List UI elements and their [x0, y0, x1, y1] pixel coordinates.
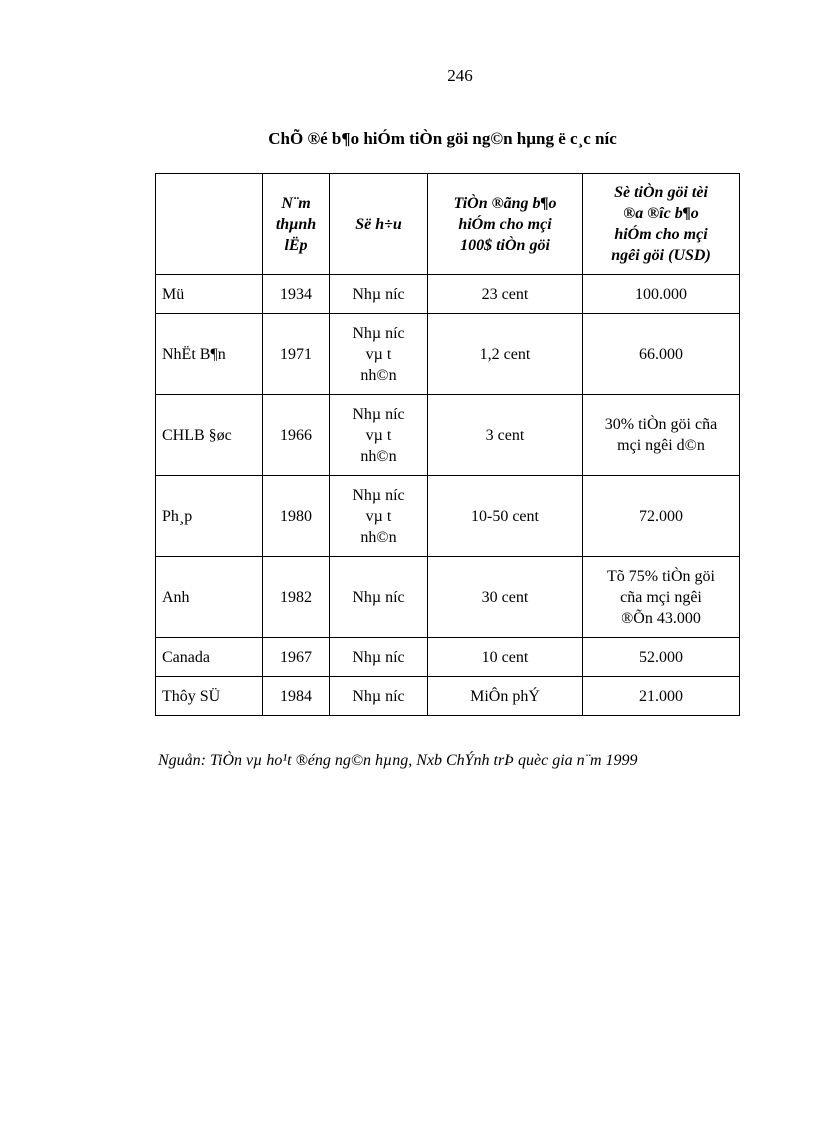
cell-line: 30% tiÒn göi cña [604, 416, 718, 433]
cell-line: vµ t [365, 345, 392, 363]
cell-max-insured [583, 557, 740, 638]
cell-fee: 23 cent [428, 275, 583, 314]
cell-country: Mü [156, 275, 263, 314]
cell-line: hiÓm cho mçi [614, 226, 708, 243]
cell-line: nh©n [360, 447, 397, 465]
cell-country: Anh [156, 557, 263, 638]
cell-line: nh©n [360, 366, 397, 384]
cell-ownership [330, 557, 428, 638]
table-row [156, 395, 740, 476]
cell-max-insured [583, 314, 740, 395]
cell-line: 66.000 [639, 345, 683, 363]
header-max-insured-deposit [583, 174, 740, 275]
table-header-row [156, 174, 740, 275]
cell-ownership [330, 275, 428, 314]
cell-ownership [330, 476, 428, 557]
header-country [156, 174, 263, 275]
deposit-insurance-table [155, 173, 740, 716]
header-premium-per-100 [428, 174, 583, 275]
cell-line: 100$ tiÒn göi [460, 236, 550, 254]
cell-fee: 1,2 cent [428, 314, 583, 395]
cell-line: Sè tiÒn göi tèi [614, 184, 708, 201]
header-ownership [330, 174, 428, 275]
cell-line: Nhµ níc [352, 405, 405, 423]
table-row [156, 275, 740, 314]
source-note: Nguån: TiÒn vµ ho¹t ®éng ng©n hµng, Nxb ChÝnh trÞ quèc gia n¨m 1999 [158, 752, 638, 769]
cell-line: Nhµ níc [352, 324, 405, 342]
cell-fee: 10 cent [428, 638, 583, 677]
cell-line: vµ t [365, 426, 392, 444]
cell-year: 1966 [263, 395, 330, 476]
cell-max-insured [583, 638, 740, 677]
cell-line: Nhµ níc [352, 588, 405, 606]
cell-country: Canada [156, 638, 263, 677]
cell-country: CHLB §øc [156, 395, 263, 476]
cell-max-insured [583, 476, 740, 557]
cell-line: 100.000 [635, 285, 687, 303]
cell-line: lËp [284, 236, 308, 254]
cell-year: 1984 [263, 677, 330, 716]
table-title: ChÕ ®é b¶o hiÓm tiÒn göi ng©n hµng ë c¸c níc [268, 129, 617, 148]
cell-year: 1971 [263, 314, 330, 395]
cell-year: 1967 [263, 638, 330, 677]
cell-line: cña mçi ngêi [620, 588, 702, 606]
cell-year: 1982 [263, 557, 330, 638]
cell-ownership [330, 677, 428, 716]
cell-ownership [330, 395, 428, 476]
table-row [156, 476, 740, 557]
cell-line: ngêi göi (USD) [611, 247, 711, 264]
table-row [156, 314, 740, 395]
cell-line: 21.000 [639, 687, 683, 705]
cell-line: Nhµ níc [352, 687, 405, 705]
page-number: 246 [447, 66, 473, 85]
cell-line: Nhµ níc [352, 486, 405, 504]
header-year-founded [263, 174, 330, 275]
cell-country: Thôy SÜ [156, 677, 263, 716]
cell-line: thµnh [275, 215, 317, 233]
cell-line: ®a ®îc b¶o [623, 205, 699, 222]
table-row [156, 638, 740, 677]
cell-line: ®Õn 43.000 [621, 609, 701, 627]
cell-fee: 10-50 cent [428, 476, 583, 557]
cell-line: hiÓm cho mçi [458, 215, 552, 233]
cell-line: nh©n [360, 528, 397, 546]
cell-line: TiÒn ®ãng b¶o [453, 194, 557, 212]
cell-max-insured [583, 275, 740, 314]
table-row [156, 557, 740, 638]
cell-line: 52.000 [639, 648, 683, 666]
cell-max-insured [583, 395, 740, 476]
cell-ownership [330, 314, 428, 395]
cell-line: vµ t [365, 507, 392, 525]
cell-line: N¨m [281, 194, 311, 212]
cell-line: Nhµ níc [352, 648, 405, 666]
cell-fee: 30 cent [428, 557, 583, 638]
cell-year: 1980 [263, 476, 330, 557]
cell-ownership [330, 638, 428, 677]
cell-line: Së h÷u [355, 215, 402, 233]
table-row [156, 677, 740, 716]
cell-line: mçi ngêi d©n [617, 437, 705, 454]
cell-country: NhËt B¶n [156, 314, 263, 395]
cell-country: Ph¸p [156, 476, 263, 557]
cell-fee: MiÔn phÝ [428, 677, 583, 716]
cell-line: Nhµ níc [352, 285, 405, 303]
cell-year: 1934 [263, 275, 330, 314]
cell-line: 72.000 [639, 507, 683, 525]
cell-fee: 3 cent [428, 395, 583, 476]
cell-max-insured [583, 677, 740, 716]
cell-line: Tõ 75% tiÒn göi [607, 567, 715, 585]
